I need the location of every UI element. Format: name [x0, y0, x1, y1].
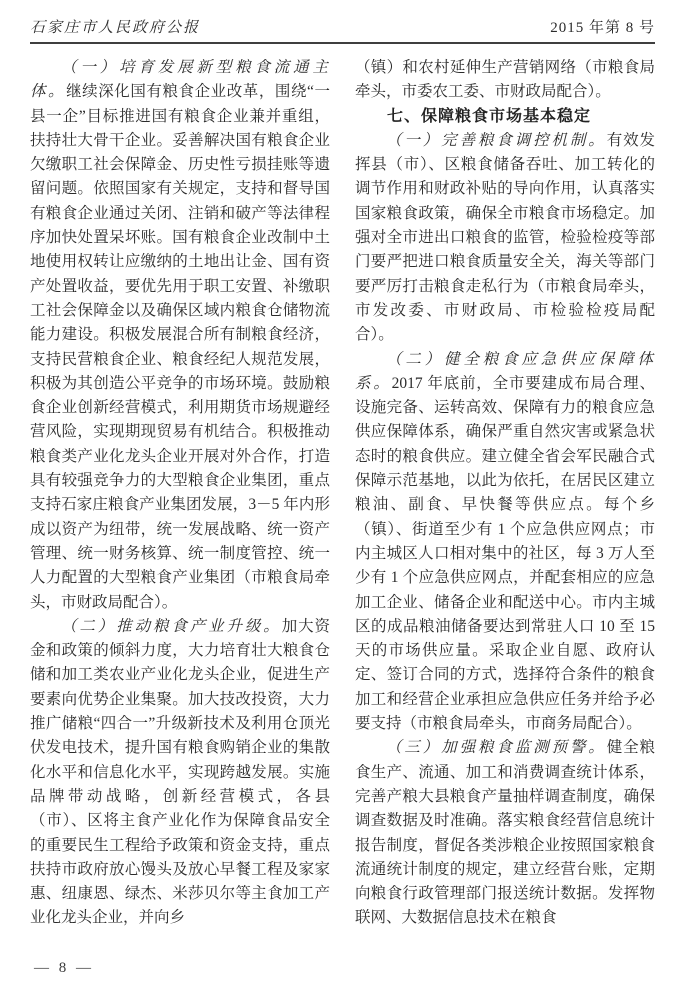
paragraph-segment: 七、保障粮食市场基本稳定	[387, 107, 592, 125]
paragraph	[355, 736, 655, 930]
paragraph-segment: （二）推动粮食产业升级。	[61, 617, 282, 635]
paragraph-segment: 继续深化国有粮食企业改革，围绕“一县一企”目标推进国有粮食企业兼并重组，扶持壮大骨干企业。妥善解决国有粮食企业欠缴职工社会保障金、历史性亏损挂账等遗留问题。依照国家有关规定，支持和督导国有粮食企业通过关闭、注销和破产等法律程序加快处置呆坏账。国有粮食企业改制中土地使用权转让应缴纳的土地出让金、国有资产处置收益，要优先用于职工安置、补缴职工社会保障金以及确保区域内粮食仓储物流能力建设。积极发展混合所有制粮食经济，支持民营粮食企业、粮食经纪人规范发展，积极为其创造公平竞争的市场环境。鼓励粮食企业创新经营模式，利用期货市场规避经营风险，实现期现贸易有机结合。积极推动粮食类产业化龙头企业开展对外合作，打造具有较强竞争力的大型粮食企业集团，重点支持石家庄粮食产业集团发展，3－5 年内形成以资产为纽带，统一发展战略、统一资产管理、统一财务核算、统一制度管控、统一人力配置的大型粮食产业集团（市粮食局牵头，市财政局配合）。	[30, 83, 330, 611]
content-columns	[30, 56, 655, 931]
paragraph-continuation	[355, 56, 655, 105]
paragraph	[30, 56, 330, 615]
paragraph	[355, 129, 655, 348]
paragraph-segment: （二）健全粮食应急供应保障体系。	[355, 350, 655, 392]
gazette-title: 石家庄市人民政府公报	[30, 20, 201, 36]
paragraph-segment: 有效发挥县（市）、区粮食储备吞吐、加工转化的调节作用和财政补贴的导向作用，认真落实国家粮食政策，确保全市粮食市场稳定。加强对全市进出口粮食的监管，检验检疫等部门要严把进口粮食质量安全关，海关等部门要严厉打击粮食走私行为（市粮食局牵头，市发改委、市财政局、市检验检疫局配合）。	[355, 131, 655, 344]
paragraph	[355, 348, 655, 737]
paragraph-segment: （镇）和农村延伸生产营销网络（市粮食局牵头，市委农工委、市财政局配合）。	[355, 59, 655, 101]
left-column	[30, 56, 330, 931]
paragraph-segment: 健全粮食生产、流通、加工和消费调查统计体系，完善产粮大县粮食产量抽样调查制度，确保调查数据及时准确。落实粮食经营信息统计报告制度，督促各类涉粮企业按照国家粮食流通统计制度的规定，建立经营台账，定期向粮食行政管理部门报送统计数据。发挥物联网、大数据信息技术在粮食	[355, 739, 655, 927]
paragraph-segment: （一）培育发展新型粮食流通主体。	[30, 59, 330, 101]
paragraph-segment: （一）完善粮食调控机制。	[386, 131, 607, 149]
page-footer	[34, 960, 94, 977]
paragraph-segment: 加大资金和政策的倾斜力度，大力培育壮大粮食仓储和加工类农业产业化龙头企业，促进生产要素向优势企业集聚。加大技改投资，大力推广储粮“四合一”升级新技术及利用仓顶光伏发电技术，提升国有粮食购销企业的集散化水平和信息化水平，实现跨越发展。实施品牌带动战略，创新经营模式，各县（市）、区将主食产业化作为保障食品安全的重要民生工程给予政策和资金支持，重点扶持市政府放心馒头及放心早餐工程及家家惠、纽康恩、绿杰、米莎贝尔等主食加工产业化龙头企业，并向乡	[30, 617, 330, 927]
paragraph	[30, 615, 330, 931]
issue-number: 2015 年第 8 号	[550, 20, 655, 36]
right-column	[355, 56, 655, 931]
page-number: — 8 —	[34, 960, 94, 976]
paragraph-segment: 2017 年底前，全市要建成布局合理、设施完备、运转高效、保障有力的粮食应急供应保障体系，确保严重自然灾害或紧急状态时的粮食供应。建立健全省会军民融合式保障示范基地，以此为依托，在居民区建立粮油、副食、早快餐等供应点。每个乡（镇）、街道至少有 1 个应急供应网点；市内主城区人口相对集中的社区，每 3 万人至少有 1 个应急供应网点，并配套相应的应急加工企业、储备企业和配送中心。市内主城区的成品粮油储备要达到常驻人口 10 至 15 天的市场供应量。采取企业自愿、政府认定、签订合同的方式，选择符合条件的粮食加工和经营企业承担应急供应任务并给予必要支持（市粮食局牵头，市商务局配合）。	[355, 374, 655, 733]
paragraph-segment: （三）加强粮食监测预警。	[386, 739, 607, 757]
section-heading	[355, 105, 655, 129]
page-header	[30, 16, 655, 44]
